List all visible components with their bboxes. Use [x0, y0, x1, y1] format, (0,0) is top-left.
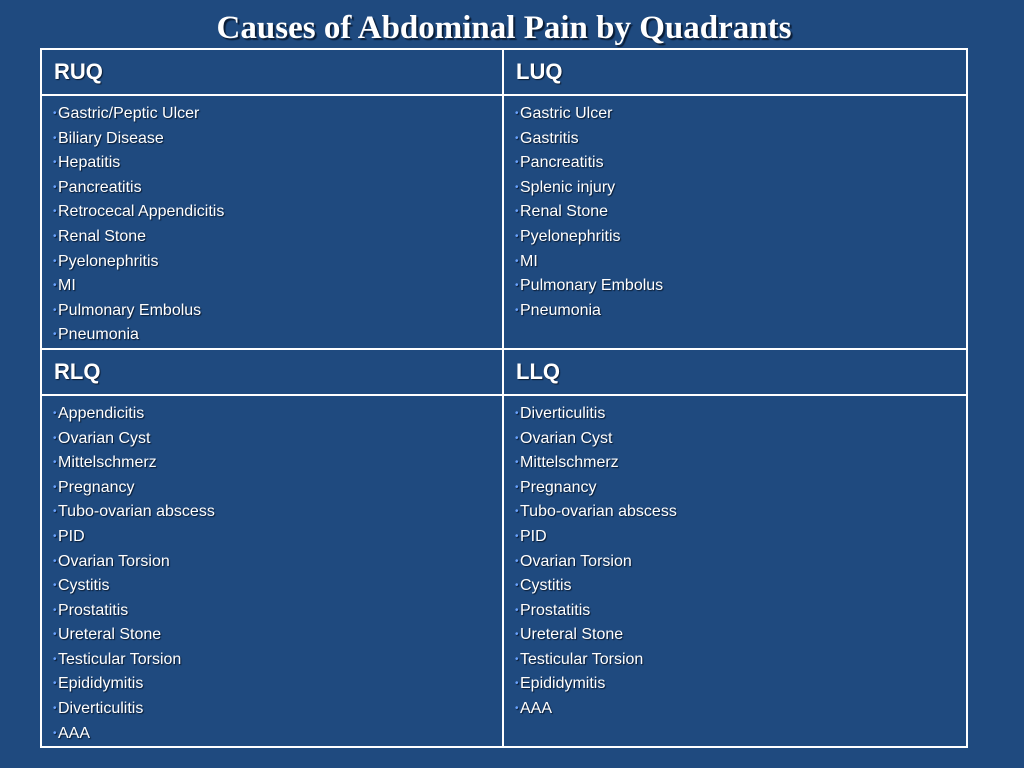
bullet-dot-icon: • — [53, 132, 57, 144]
list-item — [515, 225, 966, 250]
list-item-text: Renal Stone — [58, 227, 147, 245]
list-item-text: Pyelonephritis — [520, 227, 621, 245]
bullet-dot-icon: • — [53, 206, 57, 218]
list-item-text: Tubo-ovarian abscess — [58, 503, 215, 521]
list-item — [515, 274, 966, 299]
list-item-text: Splenic injury — [520, 178, 616, 196]
bullet-dot-icon: • — [515, 481, 519, 493]
bullet-dot-icon: • — [515, 206, 519, 218]
ruq-header-cell — [41, 49, 503, 95]
bullet-dot-icon: • — [515, 530, 519, 542]
bullet-dot-icon: • — [53, 629, 57, 641]
list-item — [515, 102, 966, 127]
list-item-text: Hepatitis — [58, 154, 121, 172]
bullet-dot-icon: • — [53, 580, 57, 592]
list-item-text: MI — [58, 277, 76, 295]
bullet-dot-icon: • — [53, 457, 57, 469]
bullet-dot-icon: • — [515, 157, 519, 169]
list-item — [515, 299, 966, 324]
list-item-text: Ureteral Stone — [58, 626, 162, 644]
list-item-text: Gastritis — [520, 129, 579, 147]
list-item — [515, 550, 966, 575]
bullet-dot-icon: • — [53, 329, 57, 341]
list-item-text: Cystitis — [58, 577, 110, 595]
bullet-dot-icon: • — [515, 432, 519, 444]
list-item — [53, 402, 502, 427]
bullet-dot-icon: • — [515, 181, 519, 193]
list-item — [53, 200, 502, 225]
list-item — [515, 427, 966, 452]
bullet-dot-icon: • — [515, 108, 519, 119]
list-item-text: Pregnancy — [58, 478, 135, 496]
list-item-text: Diverticulitis — [58, 700, 144, 718]
bullet-dot-icon: • — [515, 555, 519, 567]
luq-header-cell — [503, 49, 967, 95]
list-item — [515, 574, 966, 599]
bullet-dot-icon: • — [53, 255, 57, 267]
list-item-text: Diverticulitis — [520, 404, 606, 422]
list-item-text: AAA — [520, 700, 553, 718]
list-item — [53, 525, 502, 550]
list-item-text: Retrocecal Appendicitis — [58, 203, 225, 221]
ruq-cell — [41, 95, 503, 349]
bullet-dot-icon: • — [515, 653, 519, 665]
list-item-text: Pneumonia — [58, 326, 139, 344]
list-item-text: Testicular Torsion — [520, 650, 644, 668]
bullet-dot-icon: • — [53, 727, 57, 739]
list-item — [53, 550, 502, 575]
list-item — [53, 250, 502, 275]
quadrant-table — [40, 48, 968, 748]
bullet-dot-icon: • — [515, 132, 519, 144]
bullet-dot-icon: • — [53, 555, 57, 567]
llq-header-cell — [503, 349, 967, 395]
bullet-dot-icon: • — [515, 457, 519, 469]
list-item — [515, 476, 966, 501]
list-item-text: Gastric Ulcer — [520, 105, 613, 122]
list-item — [53, 697, 502, 722]
list-item-text: AAA — [58, 724, 91, 742]
list-item-text: Pancreatitis — [520, 154, 604, 172]
list-item-text: Mittelschmerz — [520, 454, 619, 472]
list-item-text: Ovarian Cyst — [520, 429, 613, 447]
list-item-text: PID — [58, 527, 85, 545]
bullet-dot-icon: • — [53, 304, 57, 316]
list-item-text: Renal Stone — [520, 203, 609, 221]
list-item-text: Ovarian Torsion — [58, 552, 170, 570]
list-item — [53, 476, 502, 501]
list-item — [53, 176, 502, 201]
list-item — [53, 599, 502, 624]
list-item — [53, 127, 502, 152]
bullet-dot-icon: • — [53, 481, 57, 493]
list-item-text: Testicular Torsion — [58, 650, 182, 668]
bullet-dot-icon: • — [53, 230, 57, 242]
list-item-text: Pregnancy — [520, 478, 597, 496]
bullet-dot-icon: • — [515, 678, 519, 690]
bullet-dot-icon: • — [53, 703, 57, 715]
bullet-dot-icon: • — [515, 703, 519, 715]
list-item — [53, 722, 502, 747]
bullet-dot-icon: • — [53, 407, 57, 419]
list-item — [53, 323, 502, 348]
list-item — [515, 648, 966, 673]
list-item-text: Mittelschmerz — [58, 454, 157, 472]
bullet-dot-icon: • — [515, 629, 519, 641]
bullet-dot-icon: • — [515, 230, 519, 242]
bullet-dot-icon: • — [53, 157, 57, 169]
list-item-text: MI — [520, 252, 538, 270]
bullet-dot-icon: • — [515, 604, 519, 616]
list-item — [53, 427, 502, 452]
rlq-list — [42, 396, 502, 746]
rlq-header-cell — [41, 349, 503, 395]
llq-list — [504, 396, 966, 722]
bullet-dot-icon: • — [53, 280, 57, 292]
list-item — [515, 599, 966, 624]
list-item — [53, 574, 502, 599]
luq-header: LUQ — [516, 59, 563, 84]
list-item-text: Prostatitis — [520, 601, 591, 619]
list-item-text: Epididymitis — [520, 675, 606, 693]
bullet-dot-icon: • — [53, 530, 57, 542]
list-item — [53, 274, 502, 299]
bullet-dot-icon: • — [53, 653, 57, 665]
list-item — [515, 525, 966, 550]
list-item — [53, 102, 502, 127]
content-row-upper — [41, 95, 967, 349]
list-item-text: Tubo-ovarian abscess — [520, 503, 677, 521]
list-item — [515, 697, 966, 722]
bullet-dot-icon: • — [53, 181, 57, 193]
bullet-dot-icon: • — [53, 506, 57, 518]
list-item — [515, 623, 966, 648]
header-row-lower — [41, 349, 967, 395]
bullet-dot-icon: • — [515, 580, 519, 592]
list-item-text: Cystitis — [520, 577, 572, 595]
bullet-dot-icon: • — [53, 604, 57, 616]
rlq-cell — [41, 395, 503, 747]
content-row-lower — [41, 395, 967, 747]
bullet-dot-icon: • — [515, 506, 519, 518]
list-item-text: Biliary Disease — [58, 129, 164, 147]
list-item — [515, 250, 966, 275]
list-item-text: Pyelonephritis — [58, 252, 159, 270]
list-item — [53, 151, 502, 176]
ruq-header: RUQ — [54, 59, 103, 84]
bullet-dot-icon: • — [53, 432, 57, 444]
bullet-dot-icon: • — [515, 407, 519, 419]
luq-list — [504, 96, 966, 323]
bullet-dot-icon: • — [515, 280, 519, 292]
llq-cell — [503, 395, 967, 747]
list-item — [53, 672, 502, 697]
bullet-dot-icon: • — [515, 304, 519, 316]
rlq-header: RLQ — [54, 358, 101, 384]
llq-header: LLQ — [516, 358, 560, 384]
list-item-text: Ovarian Torsion — [520, 552, 632, 570]
list-item — [53, 623, 502, 648]
list-item — [53, 648, 502, 673]
list-item-text: Pneumonia — [520, 301, 601, 319]
list-item-text: Pancreatitis — [58, 178, 142, 196]
list-item-text: PID — [520, 527, 547, 545]
list-item — [515, 451, 966, 476]
list-item — [515, 672, 966, 697]
list-item — [515, 200, 966, 225]
list-item — [53, 500, 502, 525]
list-item-text: Appendicitis — [58, 404, 145, 422]
bullet-dot-icon: • — [53, 108, 57, 119]
slide-title: Causes of Abdominal Pain by Quadrants — [216, 10, 792, 46]
list-item — [515, 500, 966, 525]
list-item-text: Pulmonary Embolus — [520, 277, 664, 295]
list-item — [515, 176, 966, 201]
list-item — [53, 225, 502, 250]
list-item-text: Gastric/Peptic Ulcer — [58, 105, 200, 122]
list-item — [515, 151, 966, 176]
list-item-text: Ureteral Stone — [520, 626, 624, 644]
list-item — [53, 299, 502, 324]
list-item — [515, 127, 966, 152]
luq-cell — [503, 95, 967, 349]
list-item-text: Ovarian Cyst — [58, 429, 151, 447]
ruq-list — [42, 96, 502, 348]
list-item-text: Epididymitis — [58, 675, 144, 693]
list-item — [53, 451, 502, 476]
list-item-text: Pulmonary Embolus — [58, 301, 202, 319]
list-item-text: Prostatitis — [58, 601, 129, 619]
header-row-upper — [41, 49, 967, 95]
bullet-dot-icon: • — [53, 678, 57, 690]
bullet-dot-icon: • — [515, 255, 519, 267]
list-item — [515, 402, 966, 427]
